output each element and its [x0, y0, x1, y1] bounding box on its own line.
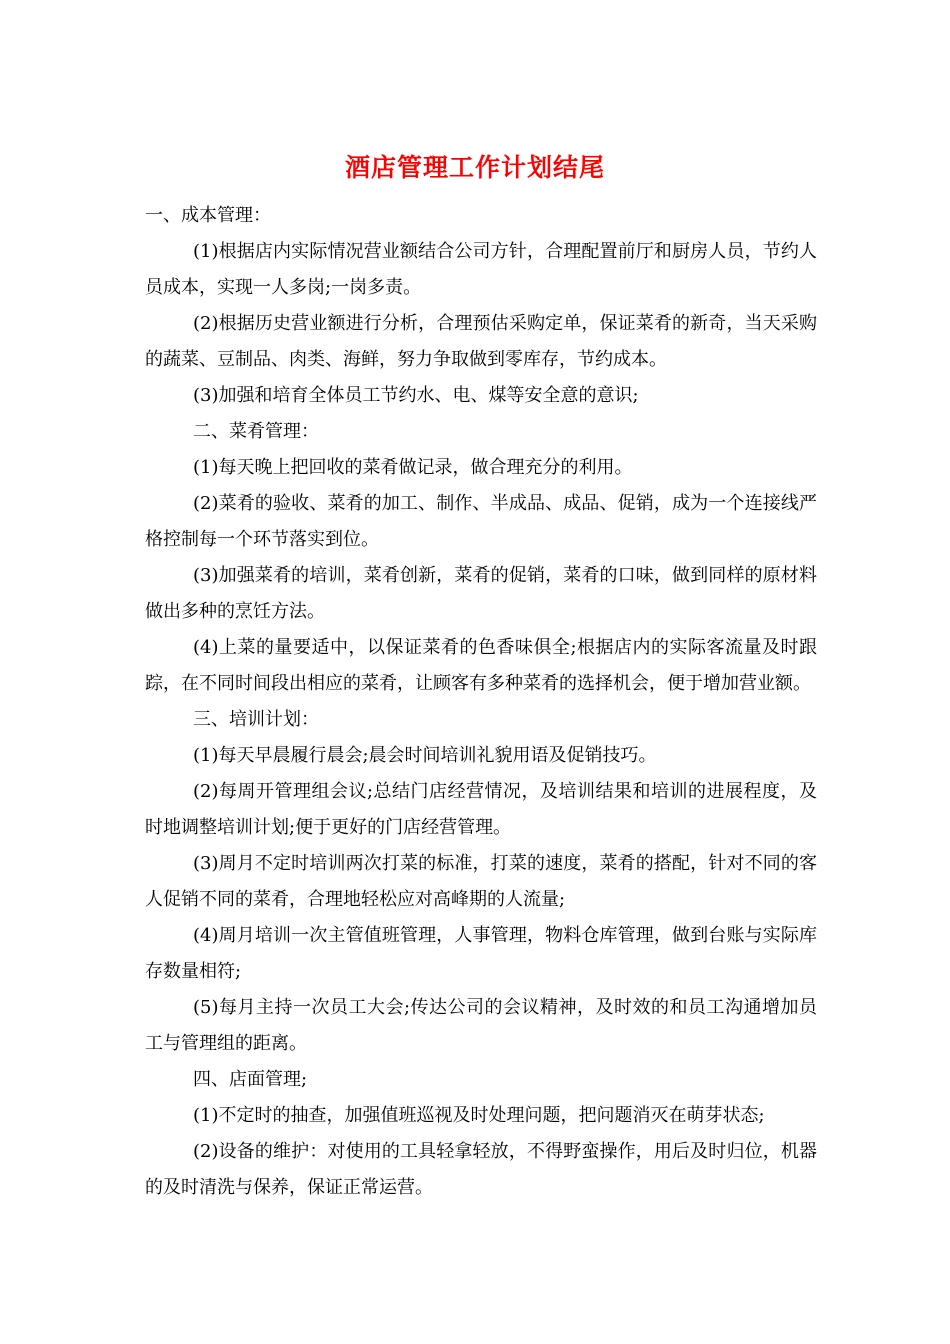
paragraph: (2)每周开管理组会议;总结门店经营情况，及培训结果和培训的进展程度，及时地调整培训计划;便于更好的门店经营管理。 [145, 781, 817, 838]
paragraph: (4)周月培训一次主管值班管理，人事管理，物料仓库管理，做到台账与实际库存数量相符; [145, 925, 817, 982]
document-body [145, 198, 817, 1206]
paragraph: (2)设备的维护：对使用的工具轻拿轻放，不得野蛮操作，用后及时归位，机器的及时清洗与保养，保证正常运营。 [145, 1141, 817, 1198]
paragraph: (4)上菜的量要适中，以保证菜肴的色香味俱全;根据店内的实际客流量及时跟踪，在不同时间段出相应的菜肴，让顾客有多种菜肴的选择机会，便于增加营业额。 [145, 637, 817, 694]
section-heading-training: 三、培训计划： [193, 709, 319, 730]
paragraph: (1)每天早晨履行晨会;晨会时间培训礼貌用语及促销技巧。 [193, 745, 657, 766]
paragraph: (2)菜肴的验收、菜肴的加工、制作、半成品、成品、促销，成为一个连接线严格控制每一个环节落实到位。 [145, 493, 817, 550]
paragraph: (3)周月不定时培训两次打菜的标准，打菜的速度，菜肴的搭配，针对不同的客人促销不同的菜肴，合理地轻松应对高峰期的人流量; [145, 853, 817, 910]
section-heading-cost: 一、成本管理： [145, 205, 271, 226]
paragraph: (1)不定时的抽查，加强值班巡视及时处理问题，把问题消灭在萌芽状态; [193, 1105, 765, 1126]
paragraph: (3)加强菜肴的培训，菜肴创新，菜肴的促销，菜肴的口味，做到同样的原材料做出多种的烹饪方法。 [145, 565, 817, 622]
paragraph: (1)每天晚上把回收的菜肴做记录，做合理充分的利用。 [193, 457, 633, 478]
section-heading-store: 四、店面管理; [193, 1069, 308, 1090]
paragraph: (5)每月主持一次员工大会;传达公司的会议精神，及时效的和员工沟通增加员工与管理组的距离。 [145, 997, 817, 1054]
paragraph: (1)根据店内实际情况营业额结合公司方针，合理配置前厅和厨房人员，节约人员成本，实现一人多岗;一岗多责。 [145, 241, 817, 298]
paragraph: (3)加强和培育全体员工节约水、电、煤等安全意的意识; [193, 385, 639, 406]
section-heading-dishes: 二、菜肴管理： [193, 421, 319, 442]
paragraph: (2)根据历史营业额进行分析，合理预估采购定单，保证菜肴的新奇，当天采购的蔬菜、豆制品、肉类、海鲜，努力争取做到零库存，节约成本。 [145, 313, 817, 370]
document-title: 酒店管理工作计划结尾 [344, 153, 605, 182]
